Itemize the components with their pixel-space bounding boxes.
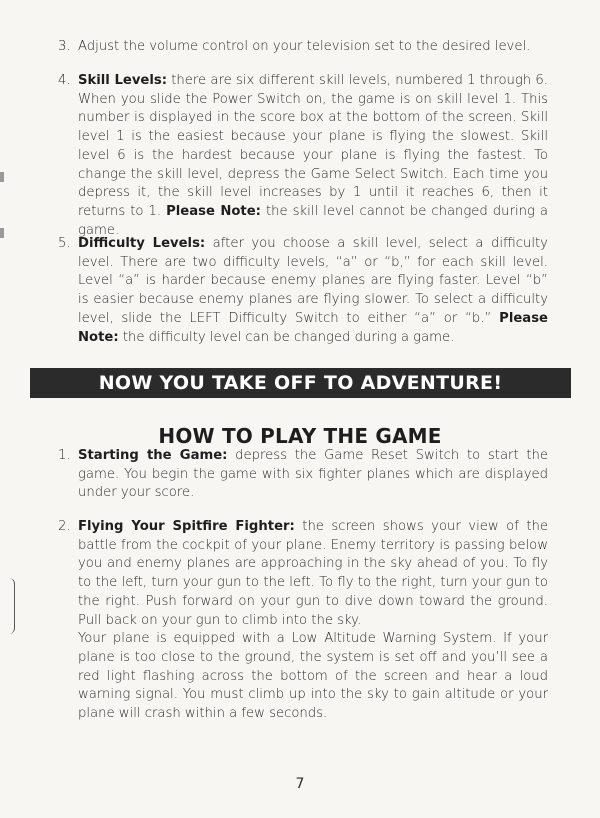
item-text xyxy=(78,518,548,724)
edge-scan-mark xyxy=(0,172,4,182)
item-number: 1. xyxy=(58,448,71,463)
item-text xyxy=(78,38,548,57)
bold-label: Flying Your Spitfire Fighter: xyxy=(78,519,295,534)
text-run: the screen shows your view of the battle from the cockpit of your plane. Enemy territory is passing below you and enemy planes are approaching in the sky ahead of you. To fly to the left, turn your gun to the left. To fly to the right, turn your gun to the right. Push forward on your gun to dive down toward the ground. Pull back on your gun to climb into the sky. xyxy=(78,519,549,628)
page-number: 7 xyxy=(295,776,305,792)
text-run: Your plane is equipped with a Low Altitude Warning System. If your plane is too close to the ground, the system is set off and you’ll see a red light flashing across the bottom of the screen and hear a loud warning signal. You must climb up into the sky to gain altitude or your plane will crash within a few seconds. xyxy=(78,631,548,722)
text-run: the difficulty level can be changed during a game. xyxy=(118,329,455,345)
text-run: depress the Game Reset Switch to start the game. You begin the game with six fighter planes which are displayed under your score. xyxy=(78,448,548,501)
item-text xyxy=(78,72,548,240)
bold-label: Skill Levels: xyxy=(78,73,168,88)
instruction-item-flying xyxy=(58,518,548,724)
instruction-item-difficulty-levels xyxy=(58,235,548,347)
item-number: 2. xyxy=(58,519,71,534)
text-run: there are six different skill levels, numbered 1 through 6. When you slide the Power Switch on, the game is on skill level 1. This number is displayed in the score box at the bottom of the screen. Skill level 1 is the easiest because your plane is flying the slowest. Skill level 6 is the hardest because your plane is flying the fastest. To change the skill level, depress the Game Select Switch. Each time you depress it, the skill level increases by 1 until it reaches 6, then it returns to 1. xyxy=(78,73,548,219)
text-run: the skill level cannot be changed during a game. xyxy=(78,203,548,238)
margin-bracket-mark xyxy=(4,578,15,634)
bold-label: Please Note: xyxy=(78,310,548,345)
item-number: 4. xyxy=(58,73,71,88)
bold-label: Starting the Game: xyxy=(78,448,228,463)
text-run: after you choose a skill level, select a difficulty level. There are two difficulty levels, “a” or “b,” for each skill level. Level “a” is harder because enemy planes are flying faster. Level “b” is easier because enemy planes are flying slower. To select a difficulty level, slide the LEFT Difficulty Switch to either “a” or “b.” xyxy=(78,236,548,326)
item-number: 3. xyxy=(58,39,71,54)
bold-label: Please Note: xyxy=(166,203,261,219)
bold-label: Difficulty Levels: xyxy=(78,236,206,251)
instruction-item-starting-game xyxy=(58,447,548,503)
text-run: Adjust the volume control on your television set to the desired level. xyxy=(78,39,531,54)
item-number: 5. xyxy=(58,236,71,251)
edge-scan-mark xyxy=(0,228,4,238)
instruction-item-skill-levels xyxy=(58,72,548,240)
section-heading: HOW TO PLAY THE GAME xyxy=(158,424,442,448)
item-text xyxy=(78,235,548,347)
adventure-banner: NOW YOU TAKE OFF TO ADVENTURE! xyxy=(30,368,571,398)
instruction-item-3 xyxy=(58,38,548,57)
item-text xyxy=(78,447,548,503)
